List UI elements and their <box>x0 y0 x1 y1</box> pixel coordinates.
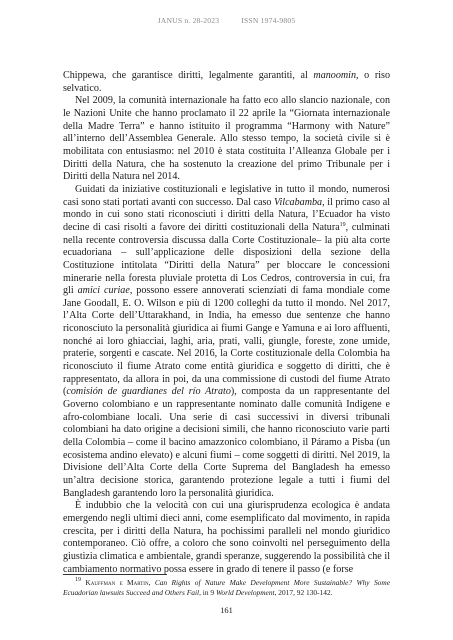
italic-text: Vilcabamba <box>274 196 323 208</box>
text-run: , o riso selvatico. <box>63 70 390 94</box>
text-run: È indubbio che la velocità con cui una giurisprudenza ecologica è andata emergendo negli ultimi dieci anni, come esemplificato dal movimento, in rapida crescita, per i diritti della Natura, ha pochissimi paralleli nel mondo giuridico contemporaneo. Ciò offre, a coloro che sono coinvolti nel perseguimento della giustizia climatica e ambientale, grandi speranze, suggerendo la possibilità che il cambiamento normativo possa essere in grado di tenere il passo (e forse <box>63 500 390 575</box>
footnote-separator <box>63 574 167 575</box>
body-text <box>63 70 390 576</box>
text-run: Nel 2009, la comunità internazionale ha fatto eco allo slancio nazionale, con le Nazioni Unite che hanno proclamato il 22 aprile la “Giornata internazionale della Madre Terra” e hanno istituito il programma “Harmony with Nature” all’interno dell’Assemblea Generale. Allo stesso tempo, la società civile si è mobilitata con entusiasmo: nel 2010 è stata costituita l’Alleanza Globale per i Diritti della Natura, che ha sostenuto la creazione del primo Tribunale per i Diritti della Natura nel 2014. <box>63 95 390 183</box>
journal-issue: JANUS n. 28-2023 <box>157 16 220 25</box>
footnote-number: 19 <box>75 577 81 583</box>
italic-text: World Development <box>215 587 275 597</box>
italic-text: Can Rights of Nature Make Development More Sustainable? Why Some Ecuadorian lawsuits Succeed and Others Fail <box>63 578 390 597</box>
text-run: ), composta da un rappresentante del Governo colombiano e un rappresentante nominato dalle comunità Indigene e afro-colombiane locali. Una serie di casi successivi in diversi tribunali colombiani ha dato origine a decisioni simili, che hanno riconosciuto varie parti della Colombia – come il bacino amazzonico colombiano, il Páramo a Pisba (un ecosistema andino elevato) e alcuni fiumi – come soggetti di diritti. Nel 2019, la Divisione dell’Alta Corte della Corte Suprema del Bangladesh ha emesso un’altra decisione storica, garantendo protezione legale a tutti i fiumi del Bangladesh garantendo loro la personalità giuridica. <box>63 386 390 499</box>
text-run: , culminati nella recente controversia discussa dalla Corte Costituzionale– la più alta corte ecuadoriana – sull’applicazione delle disposizioni della sezione della Costituzione intitolata “Diritti della Natura” per bloccare le concessioni minerarie nella foresta pluviale protetta di Los Cedros, controversia in cui, fra gli <box>63 221 390 297</box>
issn: ISSN 1974-9805 <box>241 16 296 25</box>
text-run: Guidati da iniziative costituzionali e legislative in tutto il mondo, numerosi casi sono stati portati avanti con successo. Dal caso <box>63 183 390 208</box>
italic-text: comisión de guardianes del río Atrato <box>66 386 231 398</box>
text-run: , possono essere annoverati scienziati di fama mondiale come Jane Goodall, E. O. Wilson e più di 1200 colleghi da tutto il mondo. Nel 2017, l’Alta Corte dell’Uttarakhand, in India, ha emesso due sentenze che hanno riconosciuto la personalità giuridica ai fiumi Gange e Yamuna e ai loro affluenti, nonché ai loro ghiacciai, laghi, aria, prati, valli, giungle, foreste, zone umide, praterie, sorgenti e cascate. Nel 2016, la Corte costituzionale della Colombia ha riconosciuto il fiume Atrato come entità giuridica e soggetto di diritti, che è rappresentato, da allora in poi, da una commissione di custodi del fiume Atrato ( <box>63 285 390 398</box>
paragraph <box>63 184 390 500</box>
italic-text: manoomin <box>313 70 357 81</box>
paragraph <box>63 95 390 184</box>
paragraph <box>63 70 390 95</box>
italic-text: amici curiae <box>77 285 130 297</box>
text-run: , il primo caso al mondo in cui sono stati riconosciuti i diritti della Natura, l’Ecuador ha visto decine di casi risolti a favore dei diritti costituzionali della Natura <box>63 196 390 233</box>
paragraph <box>63 500 390 576</box>
page-number: 161 <box>220 606 233 615</box>
text-run: Chippewa, che garantisce diritti, legalmente garantiti, al <box>63 70 314 81</box>
footnote-reference: 19 <box>339 221 346 228</box>
running-header <box>0 16 453 25</box>
text-run: , <box>148 578 155 587</box>
footnote-text <box>63 578 390 597</box>
text-run: , 2017, 92 130-142. <box>274 587 333 597</box>
text-run: , in 9 <box>199 587 216 597</box>
footnote <box>63 578 390 597</box>
author-names: Kauffman e Martin <box>85 578 149 587</box>
